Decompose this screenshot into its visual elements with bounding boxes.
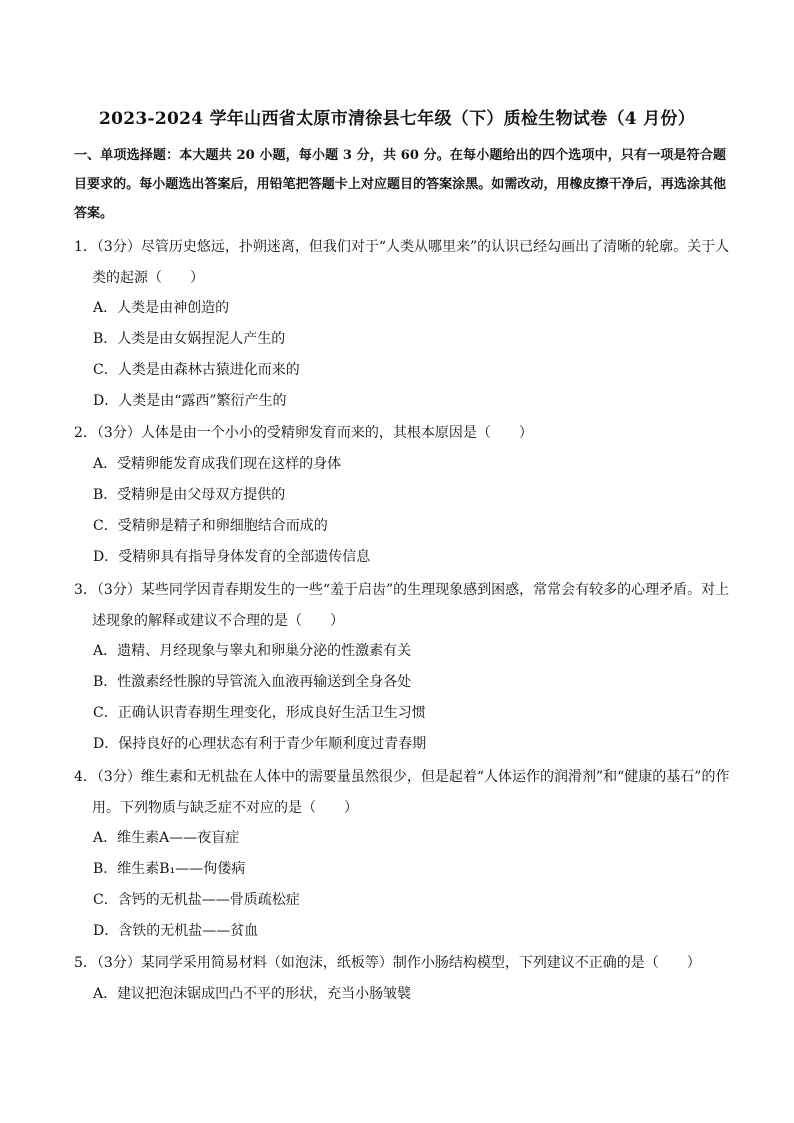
question-4-option-c: C．含钙的无机盐——骨质疏松症: [93, 892, 300, 908]
question-3-option-b: B．性激素经性腺的导管流入血液再输送到全身各处: [93, 674, 412, 690]
question-2-option-d: D．受精卵具有指导身体发育的全部遗传信息: [93, 549, 371, 565]
question-4-option-a: A．维生素A——夜盲症: [93, 830, 240, 846]
question-2-option-c: C．受精卵是精子和卵细胞结合而成的: [93, 518, 328, 534]
question-5-option-a: A．建议把泡沫锯成凹凸不平的形状，充当小肠皱襞: [93, 986, 412, 1002]
question-4-option-d: D．含铁的无机盐——贫血: [93, 923, 259, 939]
question-1-option-a: A．人类是由神创造的: [93, 300, 230, 316]
question-4-option-b: B．维生素B₁——佝偻病: [93, 861, 246, 877]
question-2-option-a: A．受精卵能发育成我们现在这样的身体: [93, 456, 342, 472]
question-3-option-c: C．正确认识青春期生理变化，形成良好生活卫生习惯: [93, 705, 426, 721]
question-1-stem: 1．（3分）尽管历史悠远，扑朔迷离，但我们对于“人类从哪里来”的认识已经勾画出了清晰的轮廓。关于人类的起源（ ）: [74, 239, 730, 286]
question-1-option-c: C．人类是由森林古猿进化而来的: [93, 362, 300, 378]
exam-title: 2023-2024 学年山西省太原市清徐县七年级（下）质检生物试卷（4 月份）: [98, 109, 696, 129]
question-2-stem: 2．（3分）人体是由一个小小的受精卵发育而来的，其根本原因是（ ）: [74, 425, 533, 441]
section-instructions: 一、单项选择题：本大题共 20 小题，每小题 3 分，共 60 分。在每小题给出的四个选项中，只有一项是符合题目要求的。每小题选出答案后，用铅笔把答题卡上对应题目的答案涂黑。如需改动，用橡皮擦干净后，再选涂其他答案。: [74, 148, 726, 221]
question-1-option-b: B．人类是由女娲捏泥人产生的: [93, 331, 286, 347]
question-4-stem: 4．（3分）维生素和无机盐在人体中的需要量虽然很少，但是起着“人体运作的润滑剂”和“健康的基石”的作用。下列物质与缺乏症不对应的是（ ）: [74, 769, 730, 816]
question-2-option-b: B．受精卵是由父母双方提供的: [93, 487, 286, 503]
question-3-stem: 3．（3分）某些同学因青春期发生的一些“羞于启齿”的生理现象感到困惑，常常会有较多的心理矛盾。对上述现象的解释或建议不合理的是（ ）: [74, 582, 730, 629]
question-1-option-d: D．人类是由“露西”繁衍产生的: [93, 393, 287, 409]
question-3-option-d: D．保持良好的心理状态有利于青少年顺利度过青春期: [93, 736, 427, 752]
question-5-stem: 5．（3分）某同学采用简易材料（如泡沫，纸板等）制作小肠结构模型，下列建议不正确的是（ ）: [74, 955, 701, 971]
question-3-option-a: A．遗精、月经现象与睾丸和卵巢分泌的性激素有关: [93, 643, 412, 659]
